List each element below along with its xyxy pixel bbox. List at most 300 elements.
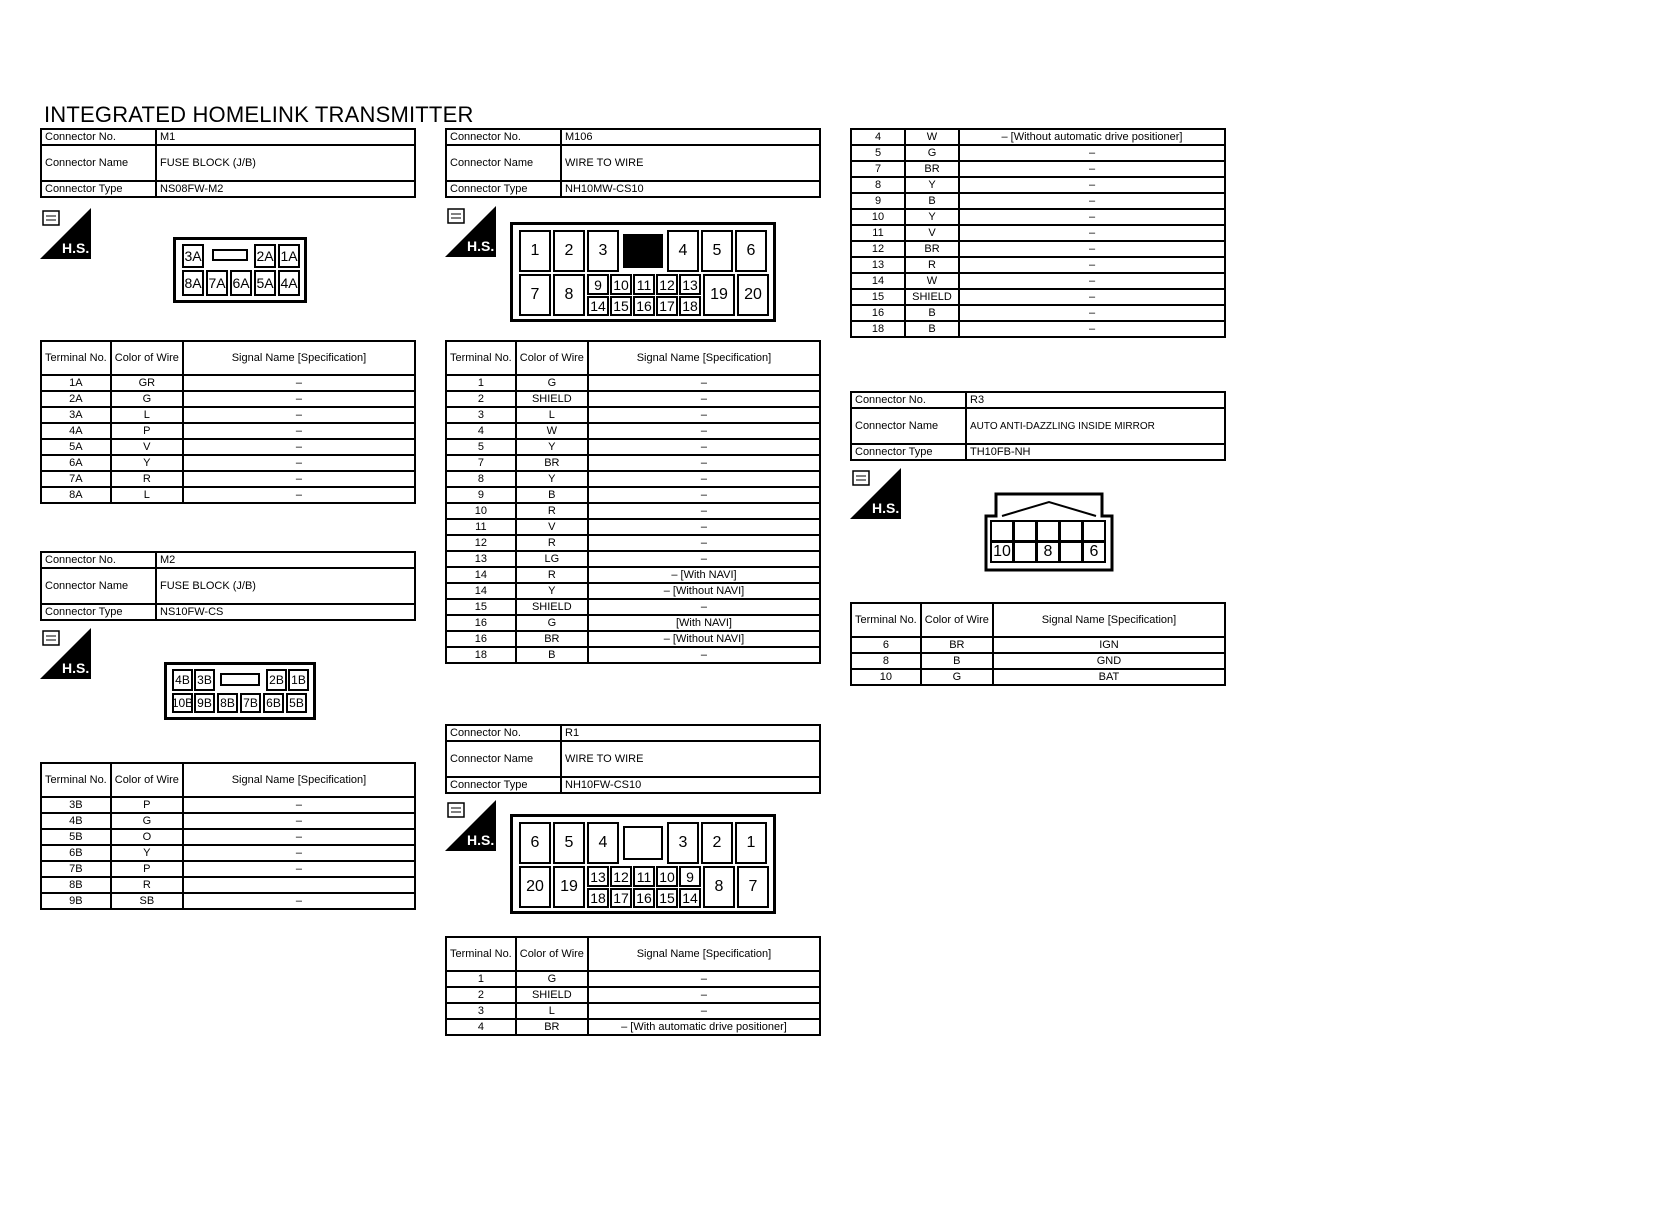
cell: 6B — [41, 845, 111, 861]
pin: 4B — [172, 669, 193, 691]
pin: 1 — [519, 230, 551, 272]
cell: – — [588, 407, 820, 423]
color-header: Color of Wire — [111, 341, 183, 375]
table-row — [446, 455, 820, 471]
color-header: Color of Wire — [921, 603, 993, 637]
table-row — [851, 273, 1225, 289]
pin: 4A — [278, 270, 300, 296]
cell: – — [588, 551, 820, 567]
label-connector-type: Connector Type — [41, 181, 156, 197]
table-row — [851, 669, 1225, 685]
cell: B — [921, 653, 993, 669]
cell: 11 — [446, 519, 516, 535]
pin: 9B — [194, 693, 215, 713]
cell: 1A — [41, 375, 111, 391]
terminal-no-header: Terminal No. — [41, 341, 111, 375]
pin-blank — [1059, 520, 1083, 542]
pin: 8 — [1036, 541, 1060, 563]
table-row — [851, 161, 1225, 177]
pin: 10B — [172, 693, 193, 713]
cell: – — [183, 471, 415, 487]
cell: – [Without NAVI] — [588, 583, 820, 599]
connector-name-value: AUTO ANTI-DAZZLING INSIDE MIRROR — [966, 408, 1225, 444]
cell: BR — [905, 161, 959, 177]
connector-info-m1 — [40, 128, 416, 198]
cell: L — [111, 487, 183, 503]
cell: – — [588, 599, 820, 615]
label-connector-type: Connector Type — [446, 181, 561, 197]
connector-type-value: TH10FB-NH — [966, 444, 1225, 460]
hs-label: H.S. — [62, 240, 90, 256]
pin: 8 — [553, 274, 585, 316]
cell: – — [183, 487, 415, 503]
cell: – — [588, 519, 820, 535]
table-row — [446, 987, 820, 1003]
cell: – [With automatic drive positioner] — [588, 1019, 820, 1035]
connector-name-value: FUSE BLOCK (J/B) — [156, 568, 415, 604]
label-connector-no: Connector No. — [446, 129, 561, 145]
pin: 5 — [553, 822, 585, 864]
cell: – — [959, 177, 1225, 193]
pin: 15 — [656, 888, 678, 908]
hs-label: H.S. — [467, 832, 495, 848]
table-row — [446, 551, 820, 567]
pin: 7A — [206, 270, 228, 296]
cell: 8 — [851, 177, 905, 193]
terminal-table-m106 — [445, 340, 821, 664]
cell: BR — [921, 637, 993, 653]
cell: 5 — [851, 145, 905, 161]
table-row — [851, 225, 1225, 241]
cell: – — [588, 503, 820, 519]
pin: 2A — [254, 244, 276, 268]
cell: SHIELD — [516, 391, 588, 407]
cell: – — [183, 861, 415, 877]
cell: G — [111, 391, 183, 407]
cell: 8A — [41, 487, 111, 503]
cell: 4 — [446, 423, 516, 439]
cell: [With NAVI] — [588, 615, 820, 631]
connector-no-value: R3 — [966, 392, 1225, 408]
hs-icon — [40, 628, 91, 679]
cell: – — [959, 193, 1225, 209]
cell: 10 — [446, 503, 516, 519]
cell: 7B — [41, 861, 111, 877]
cell: R — [516, 535, 588, 551]
cell: 3B — [41, 797, 111, 813]
cell: 2 — [446, 987, 516, 1003]
pin: 19 — [703, 274, 735, 316]
cell: 14 — [446, 567, 516, 583]
pin: 4 — [667, 230, 699, 272]
table-row — [446, 1019, 820, 1035]
table-row — [851, 209, 1225, 225]
table-row — [446, 599, 820, 615]
table-row — [446, 647, 820, 663]
cell: W — [905, 129, 959, 145]
cell: O — [111, 829, 183, 845]
connector-name-value: WIRE TO WIRE — [561, 741, 820, 777]
cell: – — [588, 1003, 820, 1019]
table-row — [41, 861, 415, 877]
cell: – — [588, 375, 820, 391]
cell: 5A — [41, 439, 111, 455]
cell: G — [111, 813, 183, 829]
label-connector-no: Connector No. — [41, 129, 156, 145]
label-connector-no: Connector No. — [446, 725, 561, 741]
latch — [220, 673, 260, 686]
pin: 1 — [735, 822, 767, 864]
table-row — [446, 423, 820, 439]
connector-no-value: R1 — [561, 725, 820, 741]
cell: 3A — [41, 407, 111, 423]
cell: GR — [111, 375, 183, 391]
pin: 5B — [286, 693, 307, 713]
table-row — [851, 177, 1225, 193]
cell: SHIELD — [516, 987, 588, 1003]
cell: B — [516, 487, 588, 503]
cell: – — [588, 487, 820, 503]
pin: 4 — [587, 822, 619, 864]
pin: 2B — [266, 669, 287, 691]
terminal-table-m2 — [40, 762, 416, 910]
cell: – — [959, 209, 1225, 225]
cell: 1 — [446, 375, 516, 391]
hs-icon — [40, 208, 91, 259]
label-connector-type: Connector Type — [41, 604, 156, 620]
pin: 18 — [587, 888, 609, 908]
cell: P — [111, 797, 183, 813]
pin: 16 — [633, 296, 655, 316]
label-connector-name: Connector Name — [41, 568, 156, 604]
label-connector-name: Connector Name — [41, 145, 156, 181]
cell: Y — [516, 439, 588, 455]
cell: 9 — [446, 487, 516, 503]
cell: LG — [516, 551, 588, 567]
table-row — [41, 797, 415, 813]
cell: G — [516, 615, 588, 631]
table-row — [851, 289, 1225, 305]
cell: 8B — [41, 877, 111, 893]
cell: BR — [905, 241, 959, 257]
cell: – — [959, 241, 1225, 257]
connector-info-r1 — [445, 724, 821, 794]
pin: 6A — [230, 270, 252, 296]
pin: 9 — [679, 866, 701, 887]
cell: – — [183, 375, 415, 391]
cell: L — [111, 407, 183, 423]
pin: 6 — [519, 822, 551, 864]
hs-icon — [445, 800, 496, 851]
pin: 10 — [990, 541, 1014, 563]
pin: 12 — [610, 866, 632, 887]
cell: – — [959, 145, 1225, 161]
connector-info-m106 — [445, 128, 821, 198]
pin: 16 — [633, 888, 655, 908]
cell: 7A — [41, 471, 111, 487]
cell: – — [959, 289, 1225, 305]
label-connector-name: Connector Name — [446, 741, 561, 777]
cell: – — [588, 535, 820, 551]
pin-blank — [1013, 520, 1037, 542]
table-row — [41, 829, 415, 845]
cell: – — [183, 439, 415, 455]
cell: 9B — [41, 893, 111, 909]
cell: 16 — [851, 305, 905, 321]
cell: G — [921, 669, 993, 685]
cell: – [Without NAVI] — [588, 631, 820, 647]
pin: 3 — [667, 822, 699, 864]
cell: BR — [516, 455, 588, 471]
connector-info-r3 — [850, 391, 1226, 461]
label-connector-no: Connector No. — [851, 392, 966, 408]
connector-type-value: NS10FW-CS — [156, 604, 415, 620]
table-row — [41, 893, 415, 909]
terminal-no-header: Terminal No. — [446, 937, 516, 971]
pin: 3B — [194, 669, 215, 691]
cell: – — [588, 647, 820, 663]
hs-label: H.S. — [467, 238, 495, 254]
cell: GND — [993, 653, 1225, 669]
cell: 9 — [851, 193, 905, 209]
cell: – — [183, 391, 415, 407]
cell: B — [905, 193, 959, 209]
cell: 15 — [851, 289, 905, 305]
cell: 4 — [851, 129, 905, 145]
cell: 4A — [41, 423, 111, 439]
table-row — [41, 407, 415, 423]
pin: 7 — [519, 274, 551, 316]
cell: – — [588, 971, 820, 987]
cell: – — [183, 407, 415, 423]
table-row — [851, 653, 1225, 669]
cell: G — [905, 145, 959, 161]
page-title: INTEGRATED HOMELINK TRANSMITTER — [44, 102, 474, 127]
cell: 15 — [446, 599, 516, 615]
table-row — [851, 145, 1225, 161]
cell: 8 — [851, 653, 921, 669]
label-connector-type: Connector Type — [851, 444, 966, 460]
cell: – — [959, 225, 1225, 241]
table-row — [851, 193, 1225, 209]
cell: B — [905, 305, 959, 321]
cell: – — [959, 161, 1225, 177]
cell: – — [588, 423, 820, 439]
cell: 12 — [851, 241, 905, 257]
pin: 11 — [633, 866, 655, 887]
cell: Y — [111, 845, 183, 861]
cell: IGN — [993, 637, 1225, 653]
cell: Y — [111, 455, 183, 471]
cell: L — [516, 1003, 588, 1019]
table-row — [446, 971, 820, 987]
label-connector-name: Connector Name — [851, 408, 966, 444]
cell: R — [905, 257, 959, 273]
cell: 18 — [446, 647, 516, 663]
cell: 3 — [446, 1003, 516, 1019]
connector-no-value: M106 — [561, 129, 820, 145]
terminal-table-r1 — [445, 936, 821, 1036]
pin: 14 — [679, 888, 701, 908]
cell: 6 — [851, 637, 921, 653]
table-row — [851, 321, 1225, 337]
pin: 10 — [656, 866, 678, 887]
cell: – [With NAVI] — [588, 567, 820, 583]
cell: – — [183, 893, 415, 909]
table-row — [851, 241, 1225, 257]
cell: 4B — [41, 813, 111, 829]
table-row — [446, 391, 820, 407]
color-header: Color of Wire — [516, 341, 588, 375]
table-row — [446, 631, 820, 647]
pin: 6B — [263, 693, 284, 713]
cell: 3 — [446, 407, 516, 423]
pin-blank — [1082, 520, 1106, 542]
pin: 9 — [587, 274, 609, 295]
cell: W — [516, 423, 588, 439]
label-connector-no: Connector No. — [41, 552, 156, 568]
cell: Y — [516, 471, 588, 487]
table-row — [446, 615, 820, 631]
cell: V — [516, 519, 588, 535]
signal-header: Signal Name [Specification] — [993, 603, 1225, 637]
cell: – — [588, 471, 820, 487]
cell: B — [516, 647, 588, 663]
cell: G — [516, 375, 588, 391]
cell: B — [905, 321, 959, 337]
pin: 8 — [703, 866, 735, 908]
pin-blank — [990, 520, 1014, 542]
cell: – [Without automatic drive positioner] — [959, 129, 1225, 145]
connector-info-m2 — [40, 551, 416, 621]
table-row — [41, 813, 415, 829]
cell: 5 — [446, 439, 516, 455]
latch — [212, 249, 248, 261]
pin: 10 — [610, 274, 632, 295]
table-row — [446, 567, 820, 583]
hs-icon — [850, 468, 901, 519]
connector-name-value: FUSE BLOCK (J/B) — [156, 145, 415, 181]
pin: 12 — [656, 274, 678, 295]
cell: V — [111, 439, 183, 455]
cell: SHIELD — [516, 599, 588, 615]
table-row — [851, 305, 1225, 321]
signal-header: Signal Name [Specification] — [588, 341, 820, 375]
table-row — [851, 129, 1225, 145]
cell: 18 — [851, 321, 905, 337]
hs-icon — [445, 206, 496, 257]
cell: – — [183, 797, 415, 813]
cell: – — [588, 391, 820, 407]
table-row — [41, 391, 415, 407]
cell: 7 — [851, 161, 905, 177]
cell: – — [183, 829, 415, 845]
pin: 3A — [182, 244, 204, 268]
terminal-no-header: Terminal No. — [41, 763, 111, 797]
cell: – — [183, 455, 415, 471]
pin: 6 — [735, 230, 767, 272]
cell: W — [905, 273, 959, 289]
pin: 19 — [553, 866, 585, 908]
terminal-no-header: Terminal No. — [851, 603, 921, 637]
pin: 6 — [1082, 541, 1106, 563]
cell: BR — [516, 631, 588, 647]
cell: 4 — [446, 1019, 516, 1035]
terminal-table-r1-continued — [850, 128, 1226, 338]
table-row — [851, 257, 1225, 273]
table-row — [446, 471, 820, 487]
cell: 14 — [851, 273, 905, 289]
cell: 10 — [851, 669, 921, 685]
table-row — [41, 845, 415, 861]
cell: 6A — [41, 455, 111, 471]
pin: 20 — [737, 274, 769, 316]
cell — [183, 877, 415, 893]
cell: – — [959, 321, 1225, 337]
pin: 13 — [587, 866, 609, 887]
cell: 16 — [446, 615, 516, 631]
cell: Y — [516, 583, 588, 599]
signal-header: Signal Name [Specification] — [183, 341, 415, 375]
cell: – — [588, 455, 820, 471]
cell: 2 — [446, 391, 516, 407]
pin: 7 — [737, 866, 769, 908]
cell: P — [111, 861, 183, 877]
cell: 5B — [41, 829, 111, 845]
cell: BAT — [993, 669, 1225, 685]
pin: 1B — [288, 669, 309, 691]
key-block — [623, 234, 663, 268]
cell: – — [588, 987, 820, 1003]
connector-no-value: M1 — [156, 129, 415, 145]
cell: – — [959, 305, 1225, 321]
table-row — [851, 637, 1225, 653]
connector-face-m2 — [164, 662, 316, 720]
cell: 13 — [446, 551, 516, 567]
table-row — [446, 375, 820, 391]
cell: – — [183, 845, 415, 861]
table-row — [41, 487, 415, 503]
connector-face-m106 — [510, 222, 776, 322]
key-block — [623, 826, 663, 860]
pin: 17 — [656, 296, 678, 316]
connector-type-value: NH10MW-CS10 — [561, 181, 820, 197]
connector-type-value: NH10FW-CS10 — [561, 777, 820, 793]
table-row — [446, 407, 820, 423]
cell: SB — [111, 893, 183, 909]
pin: 1A — [278, 244, 300, 268]
pin: 17 — [610, 888, 632, 908]
color-header: Color of Wire — [111, 763, 183, 797]
pin: 15 — [610, 296, 632, 316]
pin: 11 — [633, 274, 655, 295]
table-row — [446, 535, 820, 551]
terminal-table-m1 — [40, 340, 416, 504]
cell: – — [183, 423, 415, 439]
cell: R — [516, 567, 588, 583]
signal-header: Signal Name [Specification] — [588, 937, 820, 971]
cell: BR — [516, 1019, 588, 1035]
pin: 8B — [217, 693, 238, 713]
cell: 11 — [851, 225, 905, 241]
color-header: Color of Wire — [516, 937, 588, 971]
pin: 7B — [240, 693, 261, 713]
table-row — [446, 439, 820, 455]
label-connector-type: Connector Type — [446, 777, 561, 793]
cell: 2A — [41, 391, 111, 407]
table-row — [446, 487, 820, 503]
table-row — [446, 519, 820, 535]
